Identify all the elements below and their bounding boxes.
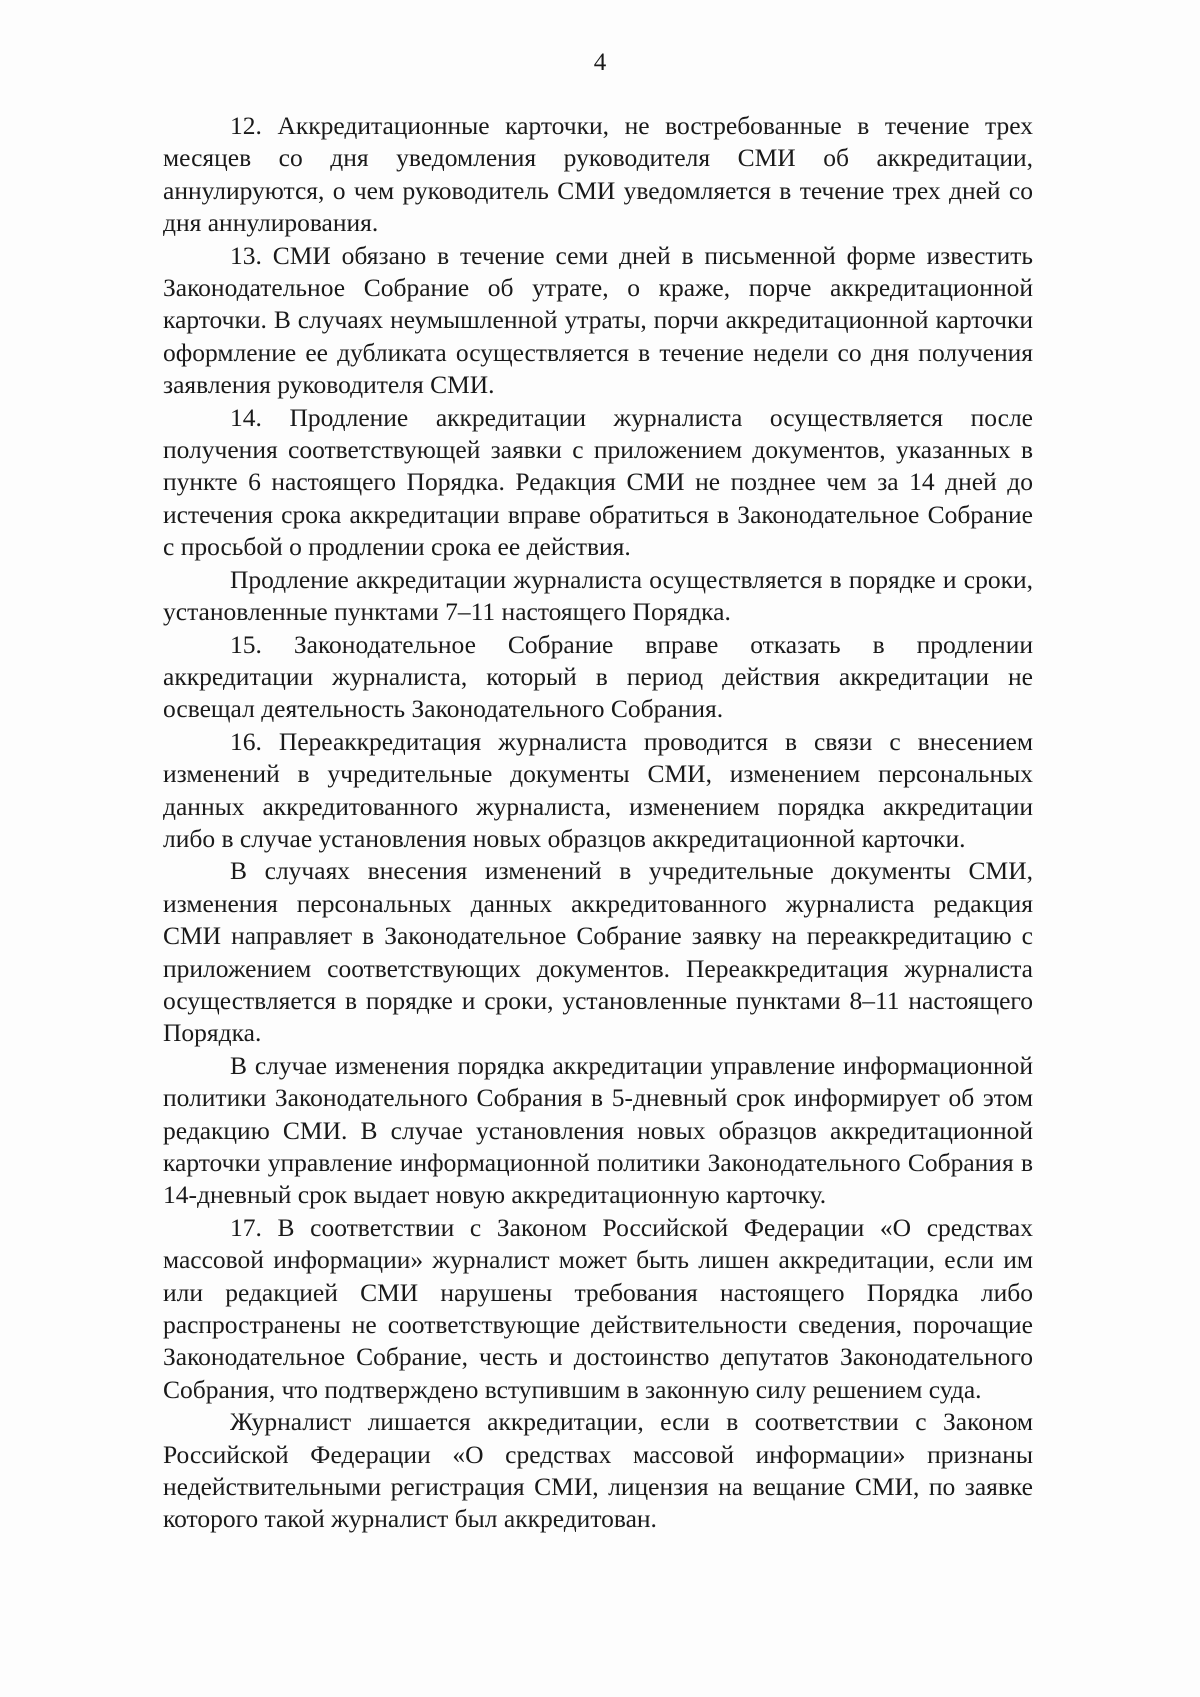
paragraph-16-continuation-1: В случаях внесения изменений в учредительные документы СМИ, изменения персональных данных аккредитованного журналиста редакция СМИ направляет в Законодательное Собрание заявку на переаккредитацию с приложением соответствующих документов. Переаккредитация журналиста осуществляется в порядке и сроки, установленные пунктами 8–11 настоящего Порядка.	[163, 856, 1033, 1048]
page-number: 4	[593, 49, 607, 76]
paragraph-14-continuation: Продление аккредитации журналиста осуществляется в порядке и сроки, установленные пунктами 7–11 настоящего Порядка.	[163, 564, 1033, 627]
paragraph-17-continuation: Журналист лишается аккредитации, если в соответствии с Законом Российской Федерации «О средствах массовой информации» признаны недействительными регистрация СМИ, лицензия на вещание СМИ, по заявке которого такой журналист был аккредитован.	[163, 1407, 1033, 1534]
paragraph-16-continuation-2: В случае изменения порядка аккредитации управление информационной политики Законодательного Собрания в 5-дневный срок информирует об этом редакцию СМИ. В случае установления новых образцов аккредитационной карточки управление информационной политики Законодательного Собрания в 14-дневный срок выдает новую аккредитационную карточку.	[163, 1050, 1033, 1210]
document-body	[163, 110, 1033, 1536]
paragraph-17: 17. В соответствии с Законом Российской Федерации «О средствах массовой информации» журналист может быть лишен аккредитации, если им или редакцией СМИ нарушены требования настоящего Порядка либо распространены не соответствующие действительности сведения, порочащие Законодательное Собрание, честь и достоинство депутатов Законодательного Собрания, что подтверждено вступившим в законную силу решением суда.	[163, 1212, 1033, 1404]
paragraph-16: 16. Переаккредитация журналиста проводится в связи с внесением изменений в учредительные документы СМИ, изменением персональных данных аккредитованного журналиста, изменением порядка аккредитации либо в случае установления новых образцов аккредитационной карточки.	[163, 726, 1033, 853]
paragraph-14: 14. Продление аккредитации журналиста осуществляется после получения соответствующей заявки с приложением документов, указанных в пункте 6 настоящего Порядка. Редакция СМИ не позднее чем за 14 дней до истечения срока аккредитации вправе обратиться в Законодательное Собрание с просьбой о продлении срока ее действия.	[163, 402, 1033, 562]
paragraph-13: 13. СМИ обязано в течение семи дней в письменной форме известить Законодательное Собрание об утрате, о краже, порче аккредитационной карточки. В случаях неумышленной утраты, порчи аккредитационной карточки оформление ее дубликата осуществляется в течение недели со дня получения заявления руководителя СМИ.	[163, 240, 1033, 400]
paragraph-15: 15. Законодательное Собрание вправе отказать в продлении аккредитации журналиста, который в период действия аккредитации не освещал деятельность Законодательного Собрания.	[163, 629, 1033, 724]
paragraph-12: 12. Аккредитационные карточки, не востребованные в течение трех месяцев со дня уведомления руководителя СМИ об аккредитации, аннулируются, о чем руководитель СМИ уведомляется в течение трех дней со дня аннулирования.	[163, 111, 1033, 238]
